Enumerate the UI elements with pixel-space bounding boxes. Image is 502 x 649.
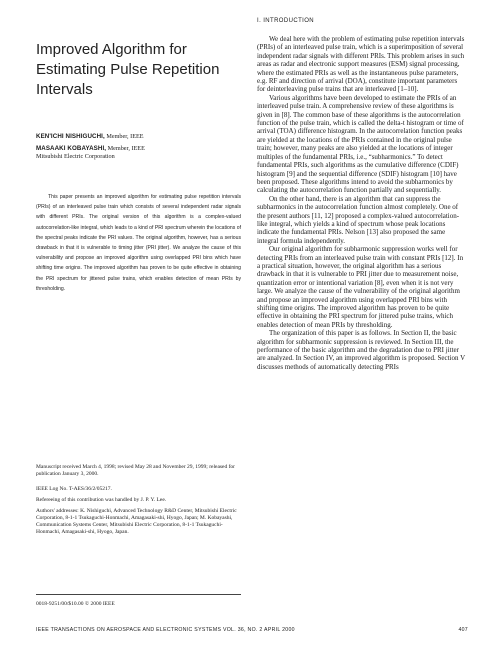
paper-title: Improved Algorithm for Estimating Pulse Repetition Intervals — [36, 41, 220, 98]
author-role: Member, IEEE — [104, 133, 144, 140]
body-paragraph: Our original algorithm for subharmonic suppression works well for detecting PRIs from an interleaved pulse train with constant PRIs [12]. In a practical situation, however, the original algorithm has a serious drawback in that it is vulnerable to PRI jitter due to measurement noise, quantization error or intentional variation [8], even when it is not very large. We analyze the cause of the vulnerability of the original algorithm and propose an improved algorithm using overlapped PRI bins with shifting time origins. The improved algorithm has proven to be quite effective in obtaining the PRI spectrum for jittered pulse trains, which enables detection of mean PRIs by thresholding. — [257, 245, 464, 329]
body-paragraph: We deal here with the problem of estimating pulse repetition intervals (PRIs) of an interleaved pulse train, which is a superimposition of several independent radar signals with different PRIs. This problem arises in such areas as radar and electronic support measures (ESM) signal processing, where the estimated PRIs as well as the instantaneous pulse parameters, e.g. RF and direction of arrival (DOA), constitute important parameters for deinterleaving pulse trains that are interleaved [1–10]. — [257, 35, 465, 94]
body-paragraph: On the other hand, there is an algorithm that can suppress the subharmonics in the autocorrelation function almost completely. One of the present authors [11, 12] proposed a complex-valued autocorrelation-like integral, which yields a kind of spectrum whose peak locations indicate the fundamental PRIs. Nelson [13] also proposed the same integral formula independently. — [257, 194, 460, 245]
page-number: 407 — [458, 627, 468, 633]
body-paragraph: Various algorithms have been developed to estimate the PRIs of an interleaved pulse train. A comprehensive review of these algorithms is given in [8]. The common base of these algorithms is the autocorrelation function of the pulse train, which is called the delta-t histogram or time of arrival (TOA) difference histogram. In the autocorrelation function peaks are yielded at the locations of the PRIs contained in the original pulse train; however, many peaks are also yielded at the locations of integer multiples of the fundamental PRIs, i.e., “subharmonics.” To detect fundamental PRIs, such algorithms as the cumulative difference (CDIF) histogram [9] and the sequential difference (SDIF) histogram [10] have been proposed. These algorithms intend to avoid the subharmonics by calculating the autocorrelation function partially and sequentially. — [257, 93, 464, 195]
abstract: This paper presents an improved algorithm for estimating pulse repetition intervals (PRIs) of an interleaved pulse train which consists of several independent radar signals with different PRIs. The original version of this algorithm is a complex-valued autocorrelation-like integral, which leads to a kind of PRI spectrum wherein the locations of the spectral peaks indicate the PRI values. The original algorithm, however, has a serious drawback in that it is vulnerable to timing jitter (PRI jitter). We analyze the cause of this vulnerability and propose an improved algorithm using overlapped PRI bins which have shifting time origins. The improved algorithm has proven to be quite effective in obtaining the PRI spectrum for jittered pulse trains, which enables detection of mean PRIs by thresholding. — [36, 194, 241, 292]
body-paragraph: The organization of this paper is as follows. In Section II, the basic algorithm for subharmonic suppression is reviewed. In Section III, the performance of the basic algorithm and the degradation due to PRI jitter are analyzed. In Section IV, an improved algorithm is proposed. Section V discusses methods of automatically detecting PRIs — [257, 329, 466, 371]
page-footer — [36, 627, 468, 633]
footnote-refereeing: Refereeing of this contribution was handled by J. P. Y. Lee. — [36, 497, 167, 503]
author-name: KEN'ICHI NISHIGUCHI, — [36, 133, 105, 140]
body-text — [257, 35, 467, 371]
journal-info: IEEE TRANSACTIONS ON AEROSPACE AND ELECTRONIC SYSTEMS VOL. 36, NO. 2 APRIL 2000 — [36, 627, 295, 633]
footnote-received: Manuscript received March 4, 1998; revised May 28 and November 29, 1999; released for publication January 3, 2000. — [36, 464, 236, 477]
author-line — [36, 133, 144, 141]
section-heading: I. INTRODUCTION — [257, 18, 314, 24]
copyright-notice: 0018-9251/00/$10.00 © 2000 IEEE — [36, 601, 115, 607]
author-role: Member, IEEE — [106, 145, 145, 152]
footnote-log: IEEE Log No. T-AES/36/2/05217. — [36, 486, 112, 492]
affiliation: Mitsubishi Electric Corporation — [36, 153, 115, 160]
author-line — [36, 145, 145, 153]
footnote-divider — [36, 594, 241, 595]
author-name: MASAAKI KOBAYASHI, — [36, 145, 107, 152]
footnote-addresses: Authors' addresses: K. Nishiguchi, Advanced Technology R&D Center, Mitsubishi Electric Corporation, 8-1-1 Tsukaguchi-Honmachi, Amagasaki-shi, Hyogo, Japan; M. Kobayashi, Communication Systems Center, Mitsubishi Electric Corporation, 8-1-1 Tsukaguchi-Honmachi, Amagasaki-shi, Hyogo, Japan. — [36, 508, 237, 535]
